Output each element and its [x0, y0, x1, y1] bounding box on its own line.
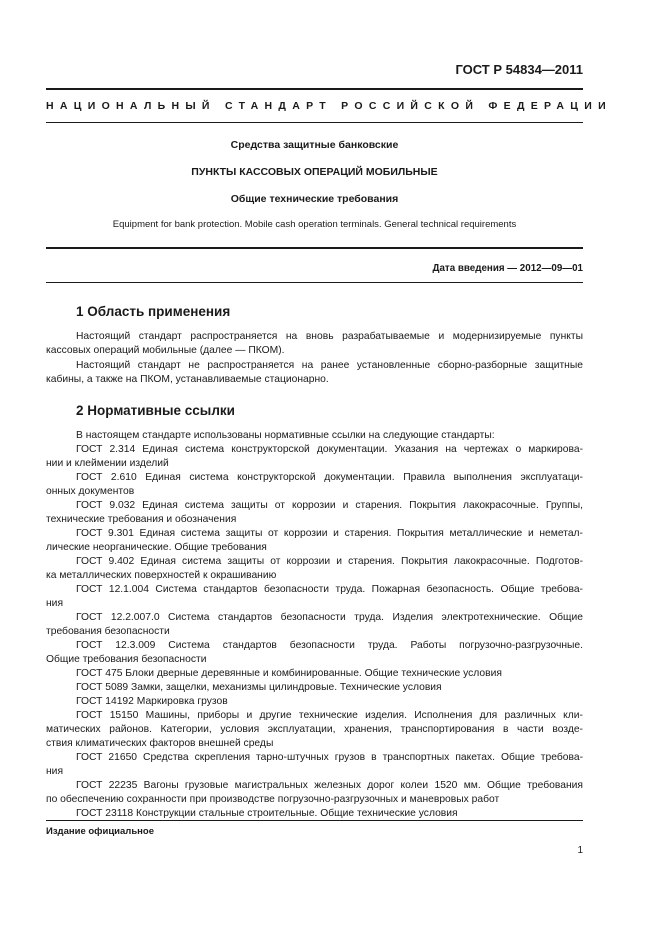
title-english: Equipment for bank protection. Mobile cash operation terminals. General technical requirements [112, 219, 517, 230]
reference-line: Общие требования безопасности [46, 654, 207, 665]
header-rule [46, 88, 583, 90]
section-1-line: Настоящий стандарт распространяется на вновь разрабатываемые и модернизируемые пункты [76, 331, 583, 342]
section-1-line: кабины, а также на ПКОМ, устанавливаемые стационарно. [46, 374, 329, 385]
page-number: 1 [577, 845, 583, 856]
date-rule [46, 282, 583, 283]
title-line-1: Средства защитные банковские [230, 139, 399, 151]
national-standard-title: НАЦИОНАЛЬНЫЙ СТАНДАРТ РОССИЙСКОЙ ФЕДЕРАЦИИ [46, 100, 612, 112]
document-code: ГОСТ Р 54834—2011 [455, 62, 583, 77]
intro-date: Дата введения — 2012—09—01 [432, 263, 583, 274]
reference-line: ГОСТ 14192 Маркировка грузов [76, 696, 228, 707]
reference-line: требования безопасности [46, 626, 170, 637]
reference-line: ГОСТ 12.2.007.0 Система стандартов безопасности труда. Изделия электротехнические. Общие [76, 612, 583, 623]
reference-line: ГОСТ 9.301 Единая система защиты от коррозии и старения. Покрытия металлические и неметал- [76, 528, 583, 539]
reference-line: ГОСТ 21650 Средства скрепления тарно-штучных грузов в транспортных пакетах. Общие требова- [76, 752, 583, 763]
official-edition-label: Издание официальное [46, 826, 154, 837]
reference-line: ния [46, 598, 64, 609]
section-2-heading: 2 Нормативные ссылки [76, 403, 235, 418]
reference-line: В настоящем стандарте использованы нормативные ссылки на следующие стандарты: [76, 430, 495, 441]
reference-line: ГОСТ 9.032 Единая система защиты от коррозии и старения. Покрытия лакокрасочные. Группы, [76, 500, 583, 511]
title-top-rule [46, 122, 583, 123]
section-1-line: кассовых операций мобильные (далее — ПКОМ). [46, 345, 285, 356]
reference-line: ГОСТ 475 Блоки дверные деревянные и комбинированные. Общие технические условия [76, 668, 502, 679]
reference-line: ГОСТ 12.1.004 Система стандартов безопасности труда. Пожарная безопасность. Общие требова- [76, 584, 583, 595]
reference-line: лические неорганические. Общие требования [46, 542, 267, 553]
reference-line: ГОСТ 15150 Машины, приборы и другие технические изделия. Исполнения для различных кли- [76, 710, 583, 721]
reference-line: матических районов. Категории, условия эксплуатации, хранения, транспортирования в части возде- [46, 724, 583, 735]
reference-line: технические требования и обозначения [46, 514, 237, 525]
reference-line: ГОСТ 12.3.009 Система стандартов безопасности труда. Работы погрузочно-разгрузочные. [76, 640, 583, 651]
title-line-3: Общие технические требования [230, 193, 399, 205]
footer-rule [46, 820, 583, 821]
reference-line: ГОСТ 2.610 Единая система конструкторской документации. Правила выполнения эксплуатаци- [76, 472, 583, 483]
reference-line: ствия климатических факторов внешней среды [46, 738, 274, 749]
reference-line: ка металлических поверхностей к окрашиванию [46, 570, 277, 581]
reference-line: нии и клеймении изделий [46, 458, 169, 469]
section-1-heading: 1 Область применения [76, 304, 231, 319]
section-1-line: Настоящий стандарт не распространяется на ранее установленные сборно-разборные защитные [76, 360, 583, 371]
reference-line: ния [46, 766, 64, 777]
title-line-2: ПУНКТЫ КАССОВЫХ ОПЕРАЦИЙ МОБИЛЬНЫЕ [191, 166, 438, 178]
reference-line: ГОСТ 23118 Конструкции стальные строительные. Общие технические условия [76, 808, 458, 819]
reference-line: ГОСТ 5089 Замки, защелки, механизмы цилиндровые. Технические условия [76, 682, 442, 693]
reference-line: ГОСТ 9.402 Единая система защиты от коррозии и старения. Покрытия лакокрасочные. Подготов- [76, 556, 583, 567]
reference-line: ГОСТ 2.314 Единая система конструкторской документации. Указания на чертежах о маркирова- [76, 444, 583, 455]
reference-line: по обеспечению сохранности при производстве погрузочно-разгрузочных и маневровых работ [46, 794, 500, 805]
title-bottom-rule [46, 247, 583, 249]
reference-line: онных документов [46, 486, 135, 497]
reference-line: ГОСТ 22235 Вагоны грузовые магистральных железных дорог колеи 1520 мм. Общие требования [76, 780, 583, 791]
